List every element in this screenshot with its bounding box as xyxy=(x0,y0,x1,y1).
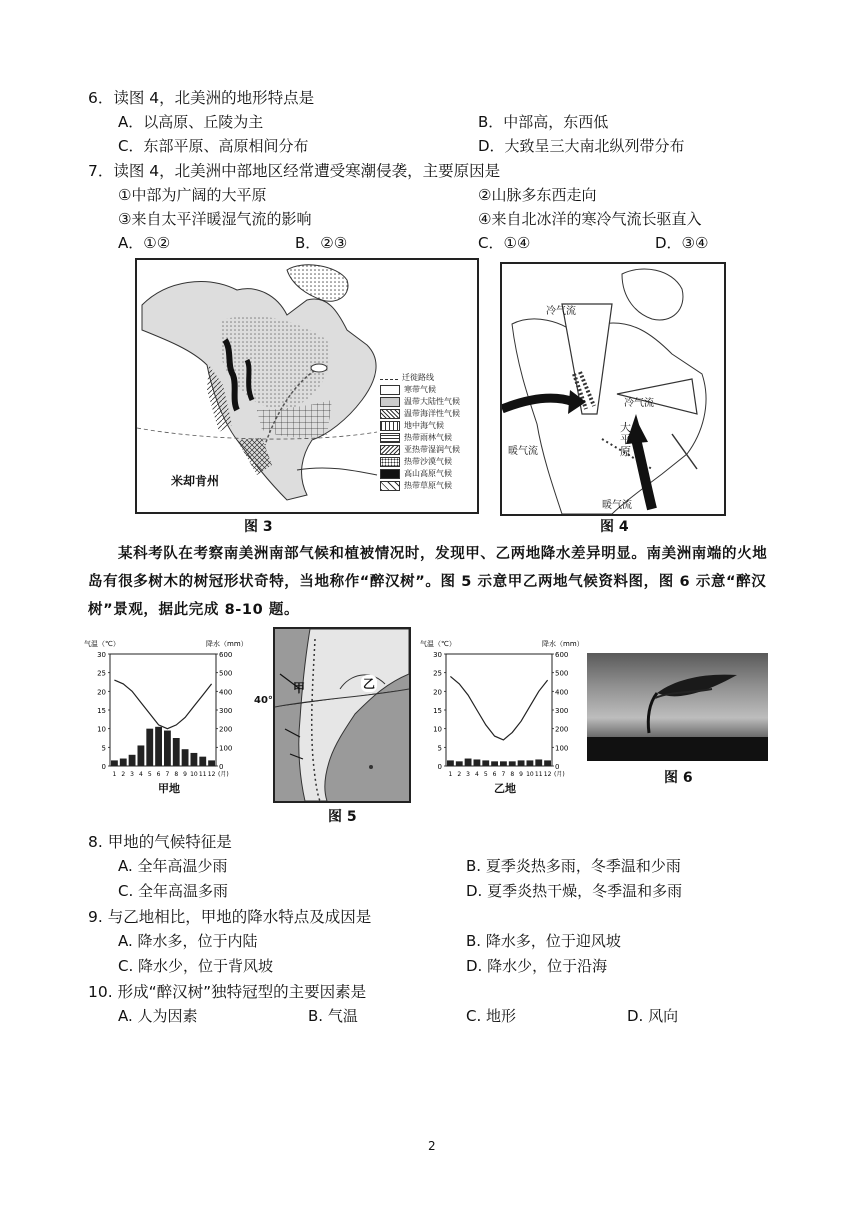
precipitation-bar xyxy=(191,753,198,766)
precipitation-tick-label: 100 xyxy=(555,744,569,753)
figure-5-caption: 图 5 xyxy=(328,809,357,825)
q7-statement-1: ①中部为广阔的大平原 xyxy=(118,186,267,204)
q8-option-a: A. 全年高温少雨 xyxy=(118,857,228,875)
temperature-tick-label: 25 xyxy=(433,669,442,678)
cold-flow-label: 冷气流 xyxy=(624,398,654,409)
temperature-tick-label: 5 xyxy=(101,744,106,753)
michoacan-label: 米却肯州 xyxy=(171,474,220,488)
temperature-tick-label: 5 xyxy=(437,744,442,753)
q10-option-d: D. 风向 xyxy=(627,1007,679,1025)
warm-flow-label: 暖气流 xyxy=(602,500,632,511)
legend-item: 迁徙路线 xyxy=(402,373,434,382)
month-tick-label: 12 xyxy=(207,771,216,778)
precipitation-bar xyxy=(465,759,472,766)
month-tick-label: 10 xyxy=(190,771,198,778)
q8-option-b: B. 夏季炎热多雨，冬季温和少雨 xyxy=(466,857,681,875)
latitude-40-label: 40° xyxy=(254,695,273,706)
month-tick-label: 4 xyxy=(475,771,479,778)
month-tick-label: 9 xyxy=(183,771,187,778)
month-tick-label: 11 xyxy=(534,771,543,778)
temperature-axis-label: 气温（℃） xyxy=(420,640,456,648)
q7-statement-2: ②山脉多东西走向 xyxy=(478,186,597,204)
q9-option-b: B. 降水多，位于迎风坡 xyxy=(466,932,621,950)
precipitation-axis-label: 降水（mm） xyxy=(206,640,248,648)
jia-label: 甲 xyxy=(293,681,306,695)
precipitation-bar xyxy=(518,760,525,766)
q8-stem: 8. 甲地的气候特征是 xyxy=(88,833,232,851)
precipitation-tick-label: 200 xyxy=(555,725,569,734)
precipitation-bar xyxy=(111,760,118,766)
plot-frame xyxy=(110,654,216,766)
precipitation-tick-label: 0 xyxy=(219,763,224,771)
climate-chart-jia xyxy=(84,636,264,796)
month-tick-label: 6 xyxy=(156,771,161,778)
month-tick-label: 1 xyxy=(448,771,453,778)
legend-item: 温带大陆性气候 xyxy=(404,397,460,406)
q9-option-c: C. 降水少，位于背风坡 xyxy=(118,957,274,975)
month-tick-label: 7 xyxy=(165,771,170,778)
precipitation-tick-label: 300 xyxy=(555,707,569,715)
q10-stem: 10. 形成“醉汉树”独特冠型的主要因素是 xyxy=(88,983,367,1001)
precipitation-bar xyxy=(500,761,507,766)
drunken-tree-graphic xyxy=(587,653,768,761)
precipitation-tick-label: 600 xyxy=(219,651,233,659)
q10-option-c: C. 地形 xyxy=(466,1007,517,1025)
month-tick-label: 12 xyxy=(543,771,552,778)
precipitation-bar xyxy=(173,738,180,766)
precipitation-tick-label: 400 xyxy=(219,688,233,697)
month-tick-label: 2 xyxy=(457,771,462,778)
month-unit-label: (月) xyxy=(218,771,229,778)
q7-stem: 7．读图 4，北美洲中部地区经常遭受寒潮侵袭，主要原因是 xyxy=(88,162,501,180)
intro-paragraph: 某科考队在考察南美洲南部气候和植被情况时，发现甲、乙两地降水差异明显。南美洲南端的火地岛有很多树木的树冠形状奇特，当地称作“醉汉树”。图 5 示意甲乙两地气候资料图，图 6 示意“醉汉树”景观，据此完成 8-10 题。 xyxy=(88,546,768,618)
q9-stem: 9. 与乙地相比，甲地的降水特点及成因是 xyxy=(88,908,372,926)
legend-item: 热带沙漠气候 xyxy=(404,457,452,466)
temperature-tick-label: 0 xyxy=(101,763,106,771)
month-tick-label: 5 xyxy=(147,771,152,778)
precipitation-tick-label: 100 xyxy=(219,744,233,753)
month-tick-label: 1 xyxy=(112,771,117,778)
climate-chart-jia-svg xyxy=(84,636,264,796)
figure-4-map xyxy=(500,262,726,516)
great-plains-label: 大平原 xyxy=(620,421,631,458)
precipitation-bar xyxy=(527,760,534,766)
q9-option-a: A. 降水多，位于内陆 xyxy=(118,932,258,950)
air-flow-map-graphic xyxy=(502,264,724,514)
precipitation-bar xyxy=(146,729,153,766)
temperature-tick-label: 15 xyxy=(97,707,106,715)
figure-5-map xyxy=(273,627,411,803)
q6-option-c: C．东部平原、高原相间分布 xyxy=(118,137,309,155)
q9-option-d: D. 降水少，位于沿海 xyxy=(466,957,608,975)
q10-option-a: A. 人为因素 xyxy=(118,1007,198,1025)
precipitation-bar xyxy=(138,745,145,766)
month-tick-label: 3 xyxy=(130,771,134,778)
temperature-curve xyxy=(114,680,211,729)
precipitation-bar xyxy=(208,760,215,766)
month-tick-label: 6 xyxy=(492,771,497,778)
q6-stem: 6．读图 4，北美洲的地形特点是 xyxy=(88,89,315,107)
legend-item: 亚热带湿润气候 xyxy=(404,445,460,454)
precipitation-tick-label: 300 xyxy=(219,707,233,715)
legend-item: 寒带气候 xyxy=(404,385,436,394)
q8-option-d: D. 夏季炎热干燥，冬季温和多雨 xyxy=(466,882,683,900)
precipitation-bar xyxy=(447,760,454,766)
figure-3-legend xyxy=(380,372,475,512)
month-tick-label: 4 xyxy=(139,771,143,778)
month-tick-label: 7 xyxy=(501,771,506,778)
temperature-curve xyxy=(450,676,547,740)
temperature-tick-label: 10 xyxy=(97,725,106,734)
legend-item: 高山高原气候 xyxy=(404,469,452,478)
page-number: 2 xyxy=(428,1139,436,1153)
q7-option-a: A．①② xyxy=(118,234,171,252)
figure-6-caption: 图 6 xyxy=(664,770,693,786)
cold-flow-label: 冷气流 xyxy=(546,306,576,317)
precipitation-bar xyxy=(164,731,171,766)
q7-option-c: C．①④ xyxy=(478,234,531,252)
q6-option-b: B．中部高，东西低 xyxy=(478,113,609,131)
precipitation-axis-label: 降水（mm） xyxy=(542,640,584,648)
temperature-tick-label: 0 xyxy=(437,763,442,771)
precipitation-tick-label: 500 xyxy=(219,669,233,678)
plot-frame xyxy=(446,654,552,766)
figure-3-caption: 图 3 xyxy=(244,519,273,535)
temperature-tick-label: 10 xyxy=(433,725,442,734)
q7-statement-3: ③来自太平洋暖湿气流的影响 xyxy=(118,210,312,228)
precipitation-tick-label: 200 xyxy=(219,725,233,734)
temperature-tick-label: 30 xyxy=(97,651,106,659)
precipitation-bar xyxy=(456,761,463,766)
precipitation-bar xyxy=(120,759,127,766)
temperature-tick-label: 30 xyxy=(433,651,442,659)
chart-yi-title: 乙地 xyxy=(494,782,516,795)
precipitation-bar xyxy=(491,761,498,766)
precipitation-bar xyxy=(544,760,551,766)
precipitation-bar xyxy=(182,749,189,766)
q10-option-b: B. 气温 xyxy=(308,1007,358,1025)
q7-statement-4: ④来自北冰洋的寒冷气流长驱直入 xyxy=(478,210,702,228)
q6-option-d: D．大致呈三大南北纵列带分布 xyxy=(478,137,685,155)
south-america-map-graphic xyxy=(275,629,409,801)
climate-chart-yi-svg xyxy=(420,636,600,796)
q6-option-a: A．以高原、丘陵为主 xyxy=(118,113,264,131)
month-tick-label: 8 xyxy=(510,771,515,778)
precipitation-tick-label: 500 xyxy=(555,669,569,678)
yi-label: 乙 xyxy=(363,677,376,691)
month-tick-label: 3 xyxy=(466,771,470,778)
temperature-axis-label: 气温（℃） xyxy=(84,640,120,648)
figure-4-caption: 图 4 xyxy=(600,519,629,535)
precipitation-bar xyxy=(199,757,206,766)
q7-option-b: B．②③ xyxy=(295,234,348,252)
precipitation-bar xyxy=(535,759,542,766)
q8-option-c: C. 全年高温多雨 xyxy=(118,882,229,900)
precipitation-bar xyxy=(482,760,489,766)
precipitation-tick-label: 600 xyxy=(555,651,569,659)
month-tick-label: 8 xyxy=(174,771,179,778)
figure-3-map xyxy=(135,258,479,514)
precipitation-bar xyxy=(509,761,516,766)
warm-flow-label: 暖气流 xyxy=(508,446,538,457)
legend-item: 热带雨林气候 xyxy=(404,433,452,442)
legend-item: 温带海洋性气候 xyxy=(404,409,460,418)
month-tick-label: 5 xyxy=(483,771,488,778)
legend-item: 地中海气候 xyxy=(404,421,444,430)
month-tick-label: 10 xyxy=(526,771,534,778)
month-tick-label: 11 xyxy=(198,771,207,778)
legend-item: 热带草原气候 xyxy=(404,481,452,490)
precipitation-tick-label: 0 xyxy=(555,763,560,771)
precipitation-tick-label: 400 xyxy=(555,688,569,697)
climate-chart-yi xyxy=(420,636,600,796)
month-unit-label: (月) xyxy=(554,771,565,778)
figure-6-photo xyxy=(587,653,768,761)
precipitation-bar xyxy=(129,755,136,766)
precipitation-bar xyxy=(155,727,162,766)
q7-option-d: D．③④ xyxy=(655,234,709,252)
month-tick-label: 2 xyxy=(121,771,126,778)
temperature-tick-label: 25 xyxy=(97,669,106,678)
temperature-tick-label: 20 xyxy=(97,688,106,697)
temperature-tick-label: 20 xyxy=(433,688,442,697)
temperature-tick-label: 15 xyxy=(433,707,442,715)
month-tick-label: 9 xyxy=(519,771,523,778)
chart-jia-title: 甲地 xyxy=(158,782,180,795)
precipitation-bar xyxy=(474,759,481,766)
